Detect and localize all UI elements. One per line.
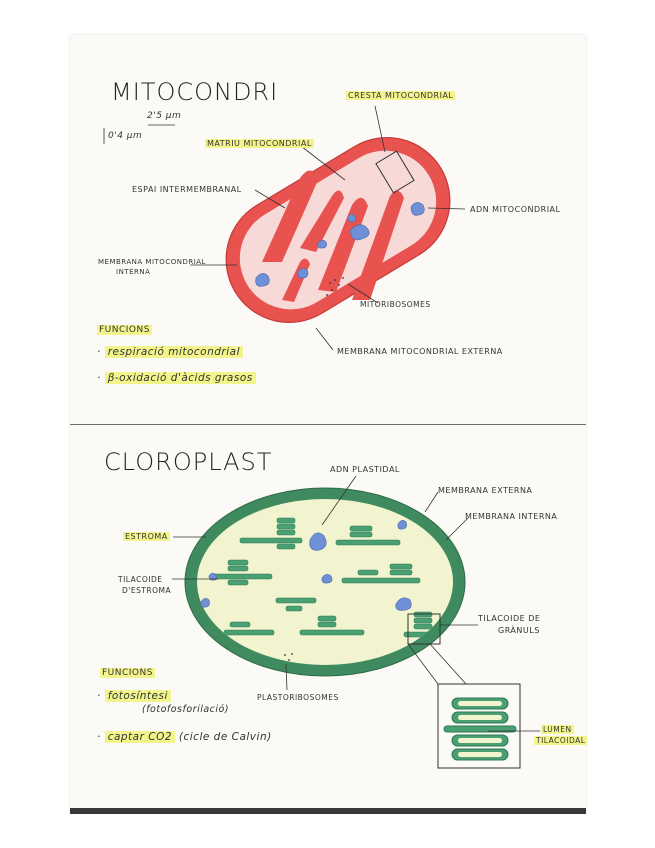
granum-zoom	[444, 698, 516, 760]
label-tilacoide-estroma: TILACOIDE	[118, 575, 163, 584]
clor-funcio-2: · captar CO2 (cicle de Calvin)	[97, 731, 272, 743]
label-adn-plastidal: ADN PLASTIDAL	[330, 465, 400, 474]
label-estroma: ESTROMA	[125, 532, 168, 541]
label-tilacoide-estroma-2: D'ESTROMA	[122, 586, 172, 595]
label-membrana-interna: MEMBRANA MITOCONDRIAL	[98, 258, 206, 266]
scale-label-horizontal: 2'5 µm	[147, 111, 182, 121]
mito-dna-2	[411, 202, 424, 215]
label-mitoribosomes: MITORIBOSOMES	[360, 300, 431, 309]
label-tilacoide-granuls: TILACOIDE DE	[478, 614, 541, 623]
label-membrana-interna-clor: MEMBRANA INTERNA	[465, 512, 558, 521]
mito-funcio-2: · β-oxidació d'àcids grasos	[97, 372, 256, 384]
label-matriu: MATRIU MITOCONDRIAL	[207, 139, 312, 148]
scale-label-vertical: 0'4 µm	[108, 131, 143, 141]
label-adn-mitocondrial: ADN MITOCONDRIAL	[470, 205, 561, 214]
clor-funcio-1-detail: (fotofosforilació)	[142, 704, 230, 715]
label-lumen-2: TILACOIDAL	[536, 736, 586, 745]
label-lumen: LUMEN	[543, 725, 572, 734]
label-cresta: CRESTA MITOCONDRIAL	[348, 91, 454, 100]
label-plastoribosomes: PLASTORIBOSOMES	[257, 693, 339, 702]
mito-funcions-title: FUNCIONS	[99, 325, 150, 335]
mito-title: MITOCONDRI	[111, 78, 279, 106]
zoom-line-1	[430, 644, 466, 684]
mito-dna-5	[318, 240, 327, 248]
label-membrana-interna-2: INTERNA	[116, 268, 151, 276]
mito-dna-6	[348, 214, 356, 222]
clor-funcio-1: · fotosíntesi	[97, 690, 171, 702]
label-membrana-externa-clor: MEMBRANA EXTERNA	[438, 486, 533, 495]
clor-title: CLOROPLAST	[104, 448, 273, 476]
label-membrana-externa: MEMBRANA MITOCONDRIAL EXTERNA	[337, 347, 503, 356]
zoom-line-2	[408, 644, 438, 684]
label-tilacoide-granuls-2: GRÀNULS	[498, 626, 540, 635]
clor-funcions-title: FUNCIONS	[102, 668, 153, 678]
mito-dna-4	[298, 268, 308, 278]
label-espai-intermembranal: ESPAI INTERMEMBRANAL	[132, 185, 242, 194]
mito-funcio-1: · respiració mitocondrial	[97, 346, 243, 358]
